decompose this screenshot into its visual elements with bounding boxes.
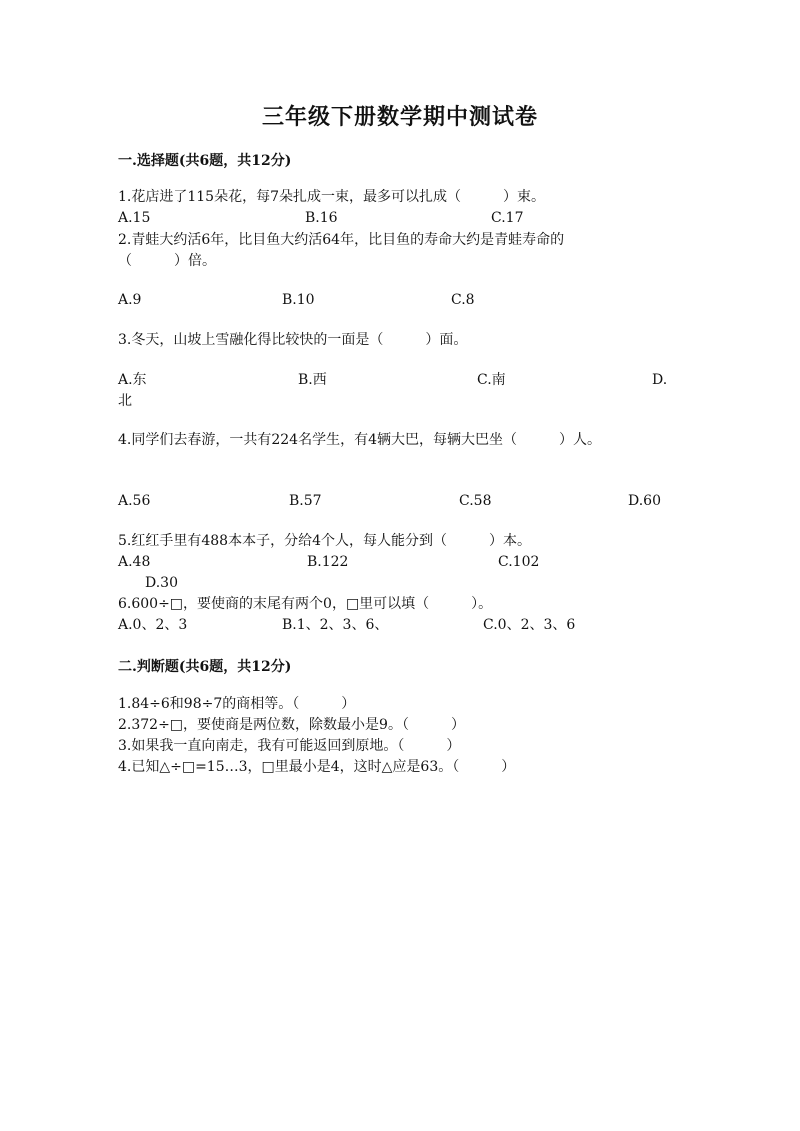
question-1-2-text-line-2: （ ）倍。 xyxy=(118,253,216,269)
section-1-heading: 一.选择题(共6题，共12分) xyxy=(118,153,292,169)
question-1-2-option-b: B.10 xyxy=(282,292,315,308)
question-1-5-text: 5.红红手里有488本本子，分给4个人，每人能分到（ ）本。 xyxy=(118,533,531,549)
question-1-1-text: 1.花店进了115朵花，每7朵扎成一束，最多可以扎成（ ）束。 xyxy=(118,189,545,205)
question-2-2-text: 2.372÷□，要使商是两位数，除数最小是9。（ ） xyxy=(118,717,465,733)
question-2-1-text: 1.84÷6和98÷7的商相等。（ ） xyxy=(118,696,356,712)
question-1-3-option-d-wrap: 北 xyxy=(118,393,132,409)
question-1-2-text-line-1: 2.青蛙大约活6年，比目鱼大约活64年，比目鱼的寿命大约是青蛙寿命的 xyxy=(118,232,565,248)
question-1-4-option-c: C.58 xyxy=(459,493,492,509)
question-1-2-option-a: A.9 xyxy=(118,292,142,308)
page-title: 三年级下册数学期中测试卷 xyxy=(261,104,538,130)
question-1-6-option-b: B.1、2、3、6、 xyxy=(282,617,389,633)
question-1-3-text: 3.冬天，山坡上雪融化得比较快的一面是（ ）面。 xyxy=(118,332,468,348)
question-1-6-option-c: C.0、2、3、6 xyxy=(483,617,576,633)
question-1-3-option-d: D. xyxy=(652,372,668,388)
question-1-1-option-c: C.17 xyxy=(491,210,524,226)
question-1-3-option-b: B.西 xyxy=(298,372,327,388)
question-1-4-option-b: B.57 xyxy=(289,493,322,509)
question-1-6-text: 6.600÷□，要使商的末尾有两个0，□里可以填（ ）。 xyxy=(118,596,493,612)
question-1-4-option-d: D.60 xyxy=(628,493,661,509)
question-2-3-text: 3.如果我一直向南走，我有可能返回到原地。（ ） xyxy=(118,738,461,754)
question-1-6-option-a: A.0、2、3 xyxy=(118,617,188,633)
question-1-1-option-b: B.16 xyxy=(305,210,338,226)
question-1-5-option-d: D.30 xyxy=(145,575,178,591)
question-1-1-option-a: A.15 xyxy=(118,210,151,226)
section-2-heading: 二.判断题(共6题，共12分) xyxy=(118,659,292,675)
question-1-2-option-c: C.8 xyxy=(451,292,475,308)
question-1-5-option-b: B.122 xyxy=(307,554,349,570)
question-1-4-text: 4.同学们去春游，一共有224名学生，有4辆大巴，每辆大巴坐（ ）人。 xyxy=(118,432,601,448)
question-1-5-option-c: C.102 xyxy=(498,554,540,570)
question-1-3-option-c: C.南 xyxy=(477,372,506,388)
question-1-4-option-a: A.56 xyxy=(118,493,151,509)
question-2-4-text: 4.已知△÷□=15…3，□里最小是4，这时△应是63。（ ） xyxy=(118,759,516,775)
question-1-3-option-a: A.东 xyxy=(118,372,147,388)
question-1-5-option-a: A.48 xyxy=(118,554,151,570)
